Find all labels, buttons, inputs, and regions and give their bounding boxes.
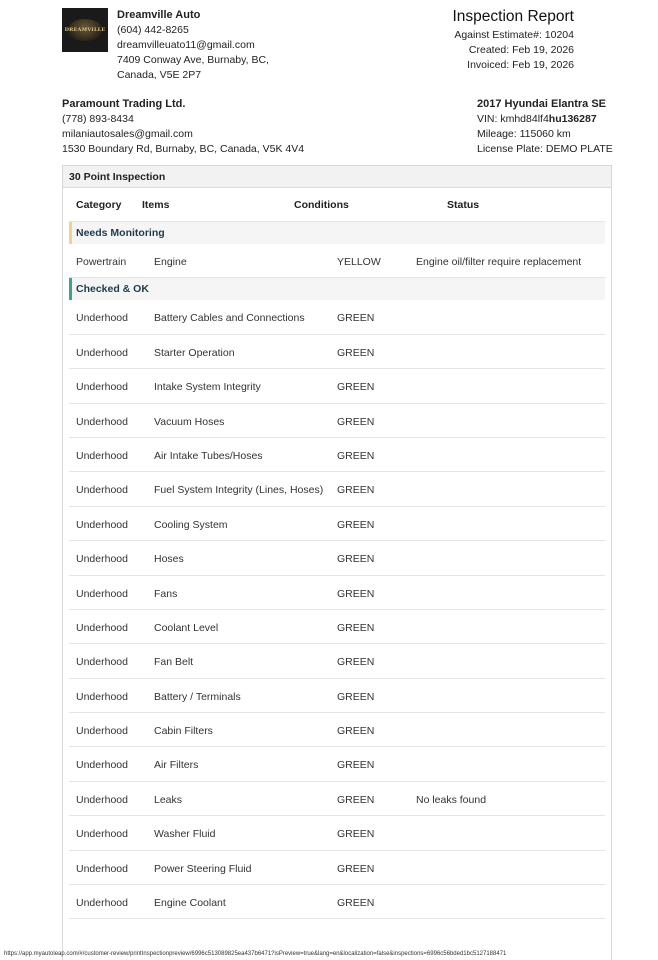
table-row [69, 300, 605, 334]
cell-condition: GREEN [337, 793, 375, 806]
cell-item: Leaks [154, 793, 183, 806]
customer-info [62, 97, 304, 157]
cell-status: No leaks found [416, 793, 487, 806]
table-row [69, 335, 605, 369]
shop-email: dreamvilleuato11@gmail.com [117, 39, 255, 51]
cell-category: Powertrain [76, 256, 127, 268]
table-row [69, 576, 605, 610]
vehicle-mileage: Mileage: 115060 km [477, 128, 571, 140]
cell-condition: GREEN [337, 897, 375, 910]
table-row [69, 610, 605, 644]
cell-condition: GREEN [337, 312, 375, 325]
customer-name: Paramount Trading Ltd. [62, 98, 186, 110]
customer-phone: (778) 893-8434 [62, 113, 134, 125]
cell-category: Underhood [76, 518, 128, 531]
cell-item: Washer Fluid [154, 828, 216, 841]
cell-condition: GREEN [337, 553, 375, 566]
cell-item: Fans [154, 587, 178, 600]
cell-item: Coolant Level [154, 621, 219, 634]
cell-category: Underhood [76, 553, 128, 566]
vehicle-vin-label: VIN: kmhd84lf4 [477, 113, 549, 125]
cell-category: Underhood [76, 656, 128, 669]
customer-email: milaniautosales@gmail.com [62, 128, 193, 140]
table-row [69, 816, 605, 850]
group-label: Needs Monitoring [76, 227, 165, 239]
cell-status: Engine oil/filter require replacement [416, 256, 582, 268]
cell-item: Power Steering Fluid [154, 862, 252, 875]
cell-category: Underhood [76, 690, 128, 703]
cell-category: Underhood [76, 862, 128, 875]
table-row [69, 851, 605, 885]
logo-wordmark: DREAMVILLE [64, 27, 106, 33]
cell-item: Cooling System [154, 518, 228, 531]
cell-item: Battery Cables and Connections [154, 312, 305, 325]
table-row [69, 404, 605, 438]
header-status: Status [447, 199, 480, 211]
shop-address-line1: 7409 Conway Ave, Burnaby, BC, [117, 54, 269, 66]
header-items: Items [142, 199, 170, 211]
cell-category: Underhood [76, 346, 128, 359]
header-conditions: Conditions [294, 199, 349, 211]
inspection-title: 30 Point Inspection [63, 166, 611, 188]
cell-item: Air Filters [154, 759, 199, 772]
cell-item: Battery / Terminals [154, 690, 241, 703]
cell-category: Underhood [76, 484, 128, 497]
cell-category: Underhood [76, 381, 128, 394]
table-row [69, 244, 605, 278]
cell-category: Underhood [76, 793, 128, 806]
group-header [69, 222, 605, 244]
cell-category: Underhood [76, 449, 128, 462]
table-row [69, 644, 605, 678]
cell-condition: GREEN [337, 725, 375, 738]
cell-category: Underhood [76, 415, 128, 428]
header-category: Category [76, 199, 122, 211]
cell-condition: GREEN [337, 862, 375, 875]
vehicle-vin-bold: hu136287 [548, 113, 597, 125]
report-created: Created: Feb 19, 2026 [468, 44, 574, 56]
table-row [69, 679, 605, 713]
table-row [69, 747, 605, 781]
group-color-bar [69, 278, 72, 300]
cell-category: Underhood [76, 621, 128, 634]
cell-condition: GREEN [337, 381, 375, 394]
vehicle-plate: License Plate: DEMO PLATE [477, 143, 613, 155]
report-title: Inspection Report [452, 8, 574, 25]
cell-category: Underhood [76, 312, 128, 325]
table-row [69, 507, 605, 541]
cell-item: Fan Belt [154, 656, 194, 669]
cell-category: Underhood [76, 759, 128, 772]
table-row [69, 782, 605, 816]
shop-info [117, 8, 269, 83]
footer-url: https://app.myautoleap.com/#/customer-review/printInspectionpreview/6996c513089825ea437b6471?isPreview=true&lang=en&localization=false&inspections=6996c56bded1bc5127188471 [4, 951, 507, 957]
cell-condition: GREEN [337, 346, 375, 359]
shop-phone: (604) 442-8265 [117, 24, 189, 36]
table-row [69, 369, 605, 403]
cell-item: Engine [154, 256, 187, 268]
table-row [69, 713, 605, 747]
cell-category: Underhood [76, 897, 128, 910]
shop-name: Dreamville Auto [117, 9, 201, 21]
report-info [453, 8, 575, 73]
vehicle-info [477, 97, 613, 157]
table-header [69, 188, 605, 222]
cell-item: Intake System Integrity [154, 381, 261, 394]
cell-condition: GREEN [337, 484, 375, 497]
table-row [69, 541, 605, 575]
cell-condition: GREEN [337, 449, 375, 462]
vehicle-vin [477, 112, 613, 127]
shop-address-line2: Canada, V5E 2P7 [117, 69, 202, 81]
cell-item: Starter Operation [154, 346, 235, 359]
inspection-panel [62, 165, 612, 960]
report-invoiced: Invoiced: Feb 19, 2026 [467, 59, 574, 71]
group-color-bar [69, 222, 72, 244]
table-row [69, 885, 605, 919]
cell-category: Underhood [76, 828, 128, 841]
cell-condition: GREEN [337, 828, 375, 841]
cell-item: Fuel System Integrity (Lines, Hoses) [154, 484, 324, 497]
table-row [69, 472, 605, 506]
cell-condition: GREEN [337, 518, 375, 531]
cell-condition: GREEN [337, 656, 375, 669]
cell-condition: GREEN [337, 759, 375, 772]
table-row [69, 438, 605, 472]
vehicle-name: 2017 Hyundai Elantra SE [477, 98, 606, 110]
cell-condition: GREEN [337, 690, 375, 703]
customer-address: 1530 Boundary Rd, Burnaby, BC, Canada, V5K 4V4 [62, 143, 305, 155]
group-label: Checked & OK [76, 283, 149, 296]
cell-item: Air Intake Tubes/Hoses [154, 449, 263, 462]
cell-category: Underhood [76, 725, 128, 738]
cell-item: Cabin Filters [154, 725, 213, 738]
group-header [69, 278, 605, 300]
cell-item: Engine Coolant [154, 897, 226, 910]
report-estimate: Against Estimate#: 10204 [454, 29, 574, 41]
shop-header [62, 8, 608, 88]
shop-logo [62, 8, 108, 52]
inspection-rows [63, 222, 611, 919]
cell-category: Underhood [76, 587, 128, 600]
cell-condition: GREEN [337, 621, 375, 634]
cell-condition: GREEN [337, 415, 375, 428]
cell-item: Hoses [154, 553, 184, 566]
cell-condition: GREEN [337, 587, 375, 600]
cell-item: Vacuum Hoses [154, 415, 225, 428]
cell-condition: YELLOW [337, 256, 381, 268]
